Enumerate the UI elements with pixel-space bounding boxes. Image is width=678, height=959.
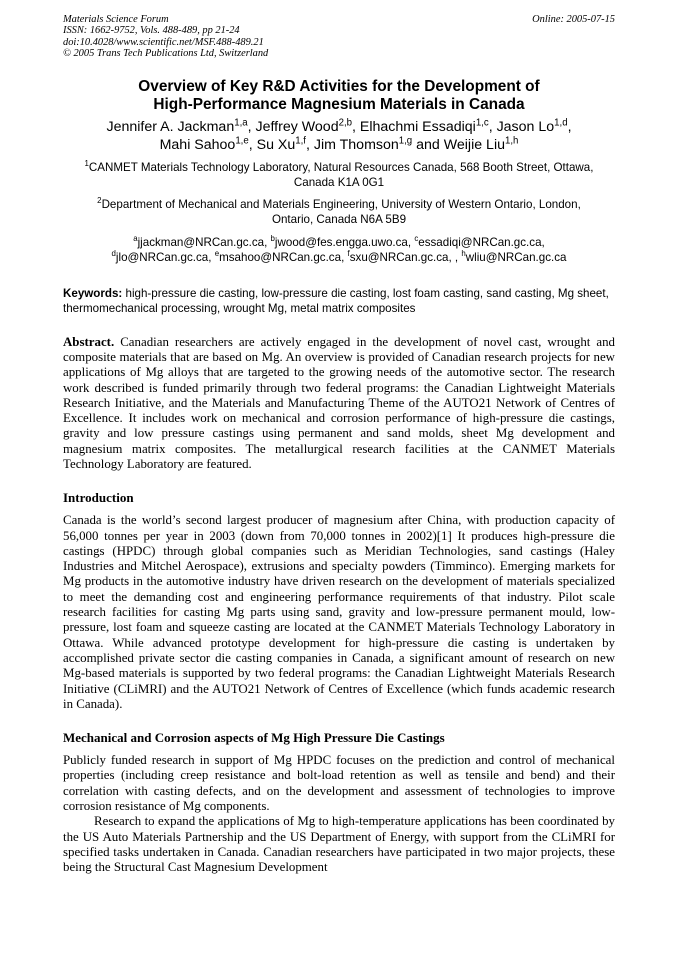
email-line-2	[63, 250, 615, 265]
author-name: Jennifer A. Jackman	[106, 118, 235, 135]
author-separator: ,	[488, 118, 497, 135]
email-mark: d	[111, 248, 116, 258]
keywords-label: Keywords:	[63, 286, 123, 300]
email-separator: , ,	[448, 250, 462, 264]
affiliation-2	[63, 197, 615, 228]
affiliation-mark: 1	[84, 158, 89, 168]
author-separator: ,	[248, 136, 257, 153]
author-line-2	[63, 136, 615, 154]
issn-line: ISSN: 1662-9752, Vols. 488-489, pp 21-24	[63, 25, 240, 37]
paper-title	[63, 78, 615, 115]
author-separator: ,	[352, 118, 360, 135]
author-name: Jeffrey Wood	[255, 118, 339, 135]
email-mark: h	[461, 248, 466, 258]
email-address: wliu@NRCan.gc.ca	[465, 250, 567, 264]
author-affiliation-mark: 1,d	[554, 116, 568, 128]
title-line-1: Overview of Key R&D Activities for the Development of	[138, 77, 540, 95]
author-name: Jim Thomson	[313, 136, 399, 153]
author-affiliation-mark: 2,b	[338, 116, 352, 128]
paper-page	[63, 14, 615, 876]
section-heading-introduction: Introduction	[63, 490, 134, 506]
body-paragraph: Publicly funded research in support of Mg HPDC focuses on the prediction and control of mechanical properties (including creep resistance and bolt-load retention as well as tensile and bend) and their correlation with casting defects, and on the development and assessment of technologies to improve corrosion resistance of Mg components.	[63, 753, 615, 814]
journal-header	[63, 14, 615, 60]
abstract-text: Canadian researchers are actively engaged in the development of novel cast, wrought and composite materials that are based on Mg. An overview is provided of Canadian research projects for new applications of Mg alloys that are targeted to the growing needs of the automotive sector. The research work described is funded primarily through two federal programs: the Canadian Lightweight Materials Research Initiative, and the Materials and Manufacturing Theme of the AUTO21 Network of Centres of Excellence. It includes work on mechanical and corrosion performance of high-pressure die castings, gravity and low pressure castings using permanent and sand molds, sheet Mg development and magnesium matrix composites. The metallurgical research facilities at the CANMET Materials Technology Laboratory are featured.	[63, 334, 615, 471]
copyright-line: © 2005 Trans Tech Publications Ltd, Switzerland	[63, 48, 269, 60]
email-address: jwood@fes.engga.uwo.ca	[274, 235, 408, 249]
affiliation-line: Department of Mechanical and Materials Engineering, University of Western Ontario, London,	[101, 197, 581, 211]
journal-name: Materials Science Forum	[63, 14, 169, 25]
email-mark: f	[347, 248, 350, 258]
keywords-text: high-pressure die casting, low-pressure die casting, lost foam casting, sand casting, Mg sheet, thermomechanical processing, wrought Mg, metal matrix composites	[63, 286, 609, 315]
author-separator: ,	[305, 136, 314, 153]
body-paragraph: Canada is the world’s second largest producer of magnesium after China, with production capacity of 56,000 tonnes per year in 2003 (down from 70,000 tonnes in 2002)[1] It produces high-pressure die castings (HPDC) through global companies such as Meridian Technologies, sand castings (Haley Industries and Mitchel Aerospace), extrusions and specialty powders (Timminco). Emerging markets for Mg products in the automotive industry have driven research on the development of materials specialized to meet the demanding cost and engineering performance requirements of that industry. Pilot scale research facilities for casting Mg parts using sand, gravity and low-pressure permanent mould, low-pressure, lost foam and squeeze casting are located at the CANMET Materials Technology Laboratory in Ottawa. While advanced prototype development for high-pressure die casting is undertaken by accomplished private sector die casting companies in Canada, a significant amount of research on new Mg-based materials is supported by two federal programs: the Canadian Lightweight Materials Research Initiative (CLiMRI) and the AUTO21 Network of Centres of Excellence (which funds academic research in Canada).	[63, 513, 615, 711]
email-address: jjackman@NRCan.gc.ca	[137, 235, 265, 249]
abstract-label: Abstract.	[63, 334, 115, 349]
doi-line: doi:10.4028/www.scientific.net/MSF.488-489.21	[63, 36, 264, 48]
author-name: Mahi Sahoo	[159, 136, 236, 153]
author-affiliation-mark: 1,c	[475, 116, 489, 128]
author-separator: and	[412, 136, 444, 153]
email-separator: ,	[541, 235, 545, 249]
affiliation-line: Ontario, Canada N6A 5B9	[271, 213, 407, 227]
keywords	[63, 286, 615, 316]
affiliation-line: Canada K1A 0G1	[293, 176, 385, 190]
online-date: Online: 2005-07-15	[532, 14, 615, 25]
email-separator: ,	[208, 250, 215, 264]
author-name: Su Xu	[256, 136, 296, 153]
email-mark: b	[270, 233, 275, 243]
email-address: msahoo@NRCan.gc.ca	[219, 250, 342, 264]
body-paragraph: Research to expand the applications of Mg to high-temperature applications has been coordinated by the US Auto Materials Partnership and the US Department of Energy, with support from the CLiMRI for specified tasks undertaken in Canada. Canadian researchers have participated in two major projects, these being the Structural Cast Magnesium Development	[63, 814, 615, 875]
author-name: Weijie Liu	[443, 136, 505, 153]
email-mark: a	[133, 233, 138, 243]
author-affiliation-mark: 1,h	[504, 134, 519, 146]
email-address: essadiqi@NRCan.gc.ca	[418, 235, 542, 249]
email-list	[63, 235, 615, 265]
author-line-1	[63, 118, 615, 136]
affiliation-1	[63, 160, 615, 191]
author-separator: ,	[247, 118, 256, 135]
section-heading-mechanical-corrosion: Mechanical and Corrosion aspects of Mg High Pressure Die Castings	[63, 730, 445, 746]
email-mark: e	[214, 248, 220, 258]
affiliation-mark: 2	[97, 195, 102, 205]
email-separator: ,	[407, 235, 415, 249]
title-line-2: High-Performance Magnesium Materials in Canada	[153, 96, 525, 114]
author-list	[63, 118, 615, 154]
author-name: Jason Lo	[496, 118, 555, 135]
email-separator: ,	[264, 235, 271, 249]
author-separator: ,	[567, 118, 572, 135]
abstract	[63, 335, 615, 473]
email-line-1	[63, 235, 615, 250]
email-separator: ,	[341, 250, 348, 264]
email-address: sxu@NRCan.gc.ca	[349, 250, 449, 264]
affiliation-line: CANMET Materials Technology Laboratory, Natural Resources Canada, 568 Booth Street, Ottawa,	[88, 160, 594, 174]
email-mark: c	[414, 233, 419, 243]
author-affiliation-mark: 1,e	[235, 134, 249, 146]
author-affiliation-mark: 1,a	[234, 116, 248, 128]
citation-block	[63, 14, 268, 60]
author-affiliation-mark: 1,f	[295, 134, 306, 146]
email-address: jlo@NRCan.gc.ca	[115, 250, 209, 264]
author-name: Elhachmi Essadiqi	[359, 118, 476, 135]
author-affiliation-mark: 1,g	[398, 134, 413, 146]
